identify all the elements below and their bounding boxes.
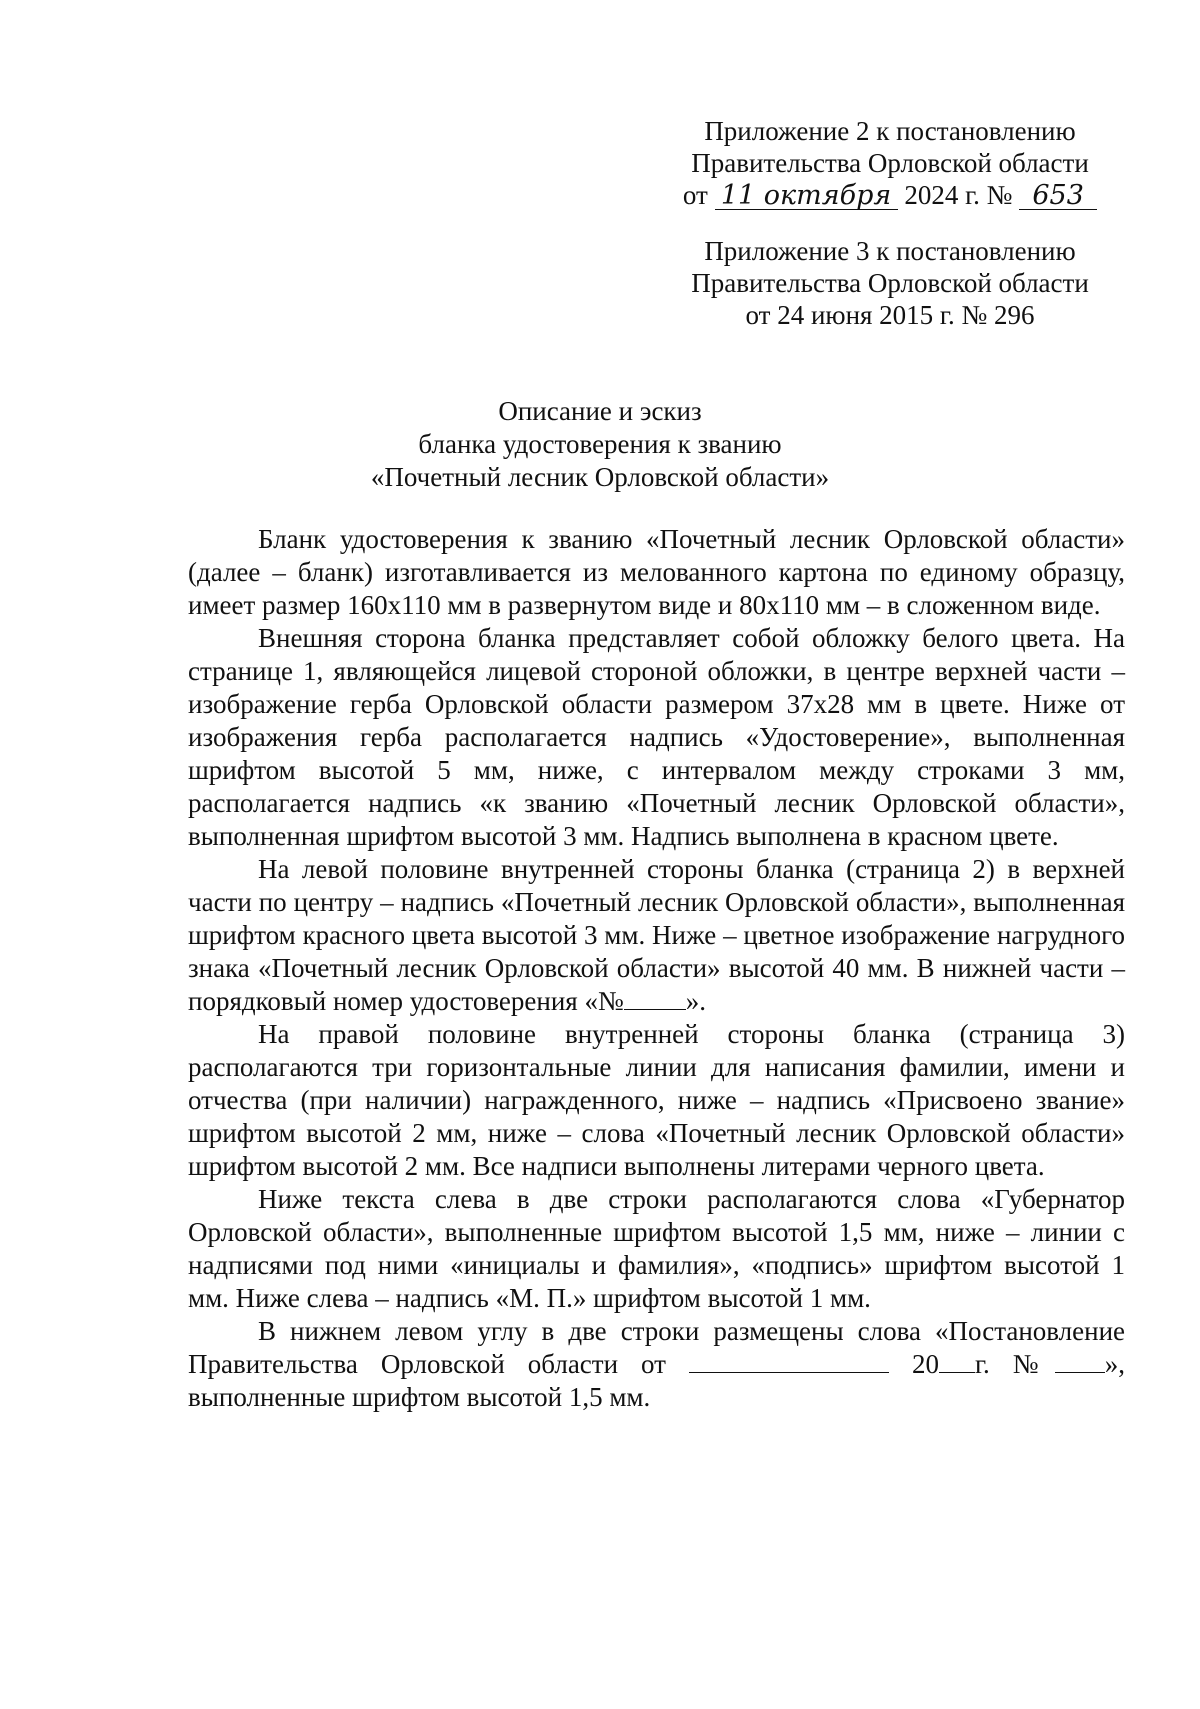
handwritten-date: 11 октября [715, 183, 898, 210]
appendix-3-line2: Правительства Орловской области [691, 268, 1089, 298]
title-line2: бланка удостоверения к званию [418, 429, 782, 459]
font-note: выполненные шрифтом высотой 1,5 мм. [188, 1382, 651, 1412]
paragraph-3 [188, 853, 1125, 1018]
paragraph-4: На правой половине внутренней стороны бланка (страница 3) располагаются три горизонтальные линии для написания фамилии, имени и отчества (при наличии) награжденного, ниже – надпись «Присвоено звание» шрифтом высотой 2 мм, ниже – слова «Почетный лесник Орловской области» шрифтом высотой 2 мм. Все надписи выполнены литерами черного цвета. [188, 1019, 1125, 1181]
date-blank-line [689, 1350, 889, 1373]
paragraph-5: Ниже текста слева в две строки располагаются слова «Губернатор Орловской области», выполненные шрифтом высотой 1,5 мм, ниже – линии с надписями под ними «инициалы и фамилия», «подпись» шрифтом высотой 1 мм. Ниже слева – надпись «М. П.» шрифтом высотой 1 мм. [188, 1184, 1125, 1313]
appendix-2-date-line [640, 179, 1140, 211]
paragraph-6 [188, 1315, 1125, 1414]
title-line1: Описание и эскиз [498, 396, 702, 426]
appendix-2-block [640, 115, 1140, 211]
appendix-header [640, 115, 1140, 331]
paragraph-2: Внешняя сторона бланка представляет собой обложку белого цвета. На странице 1, являющейся лицевой стороной обложки, в центре верхней части – изображение герба Орловской области размером 37х28 мм в цвете. Ниже от изображения герба располагается надпись «Удостоверение», выполненная шрифтом высотой 5 мм, ниже, с интервалом между строками 3 мм, располагается надпись «к званию «Почетный лесник Орловской области», выполненная шрифтом высотой 3 мм. Надпись выполнена в красном цвете. [188, 623, 1125, 851]
appendix-2-line1: Приложение 2 к постановлению [704, 116, 1076, 146]
number-open: «№ [584, 986, 624, 1016]
handwritten-number: 653 [1019, 183, 1097, 210]
quote-close: », [1104, 1349, 1126, 1379]
date-prefix: от [682, 180, 708, 210]
appendix-3-block [640, 235, 1140, 331]
date-year: 2024 г. № [904, 180, 1013, 210]
decree-number-blank-line [1055, 1350, 1105, 1373]
document-body [188, 523, 1125, 1414]
appendix-3-line1: Приложение 3 к постановлению [704, 236, 1076, 266]
appendix-3-line3: от 24 июня 2015 г. № 296 [745, 300, 1035, 330]
paragraph-6-text: В нижнем левом углу в две строки размещены слова «Постановление Правительства Орловской области от [188, 1316, 1125, 1379]
document-title [300, 395, 900, 494]
number-label: г. № [974, 1349, 1055, 1379]
number-close: ». [685, 986, 706, 1016]
number-blank-line [624, 987, 686, 1010]
paragraph-1: Бланк удостоверения к званию «Почетный лесник Орловской области» (далее – бланк) изготавливается из мелованного картона по единому образцу, имеет размер 160х110 мм в развернутом виде и 80х110 мм – в сложенном виде. [188, 524, 1125, 620]
year-blank-line [939, 1350, 975, 1373]
appendix-2-line2: Правительства Орловской области [691, 148, 1089, 178]
year-prefix: 20 [911, 1349, 939, 1379]
paragraph-3-text: На левой половине внутренней стороны бланка (страница 2) в верхней части по центру – надпись «Почетный лесник Орловской области», выполненная шрифтом красного цвета высотой 3 мм. Ниже – цветное изображение нагрудного знака «Почетный лесник Орловской области» высотой 40 мм. В нижней части – порядковый номер удостоверения [188, 854, 1125, 1016]
title-line3: «Почетный лесник Орловской области» [370, 462, 830, 492]
